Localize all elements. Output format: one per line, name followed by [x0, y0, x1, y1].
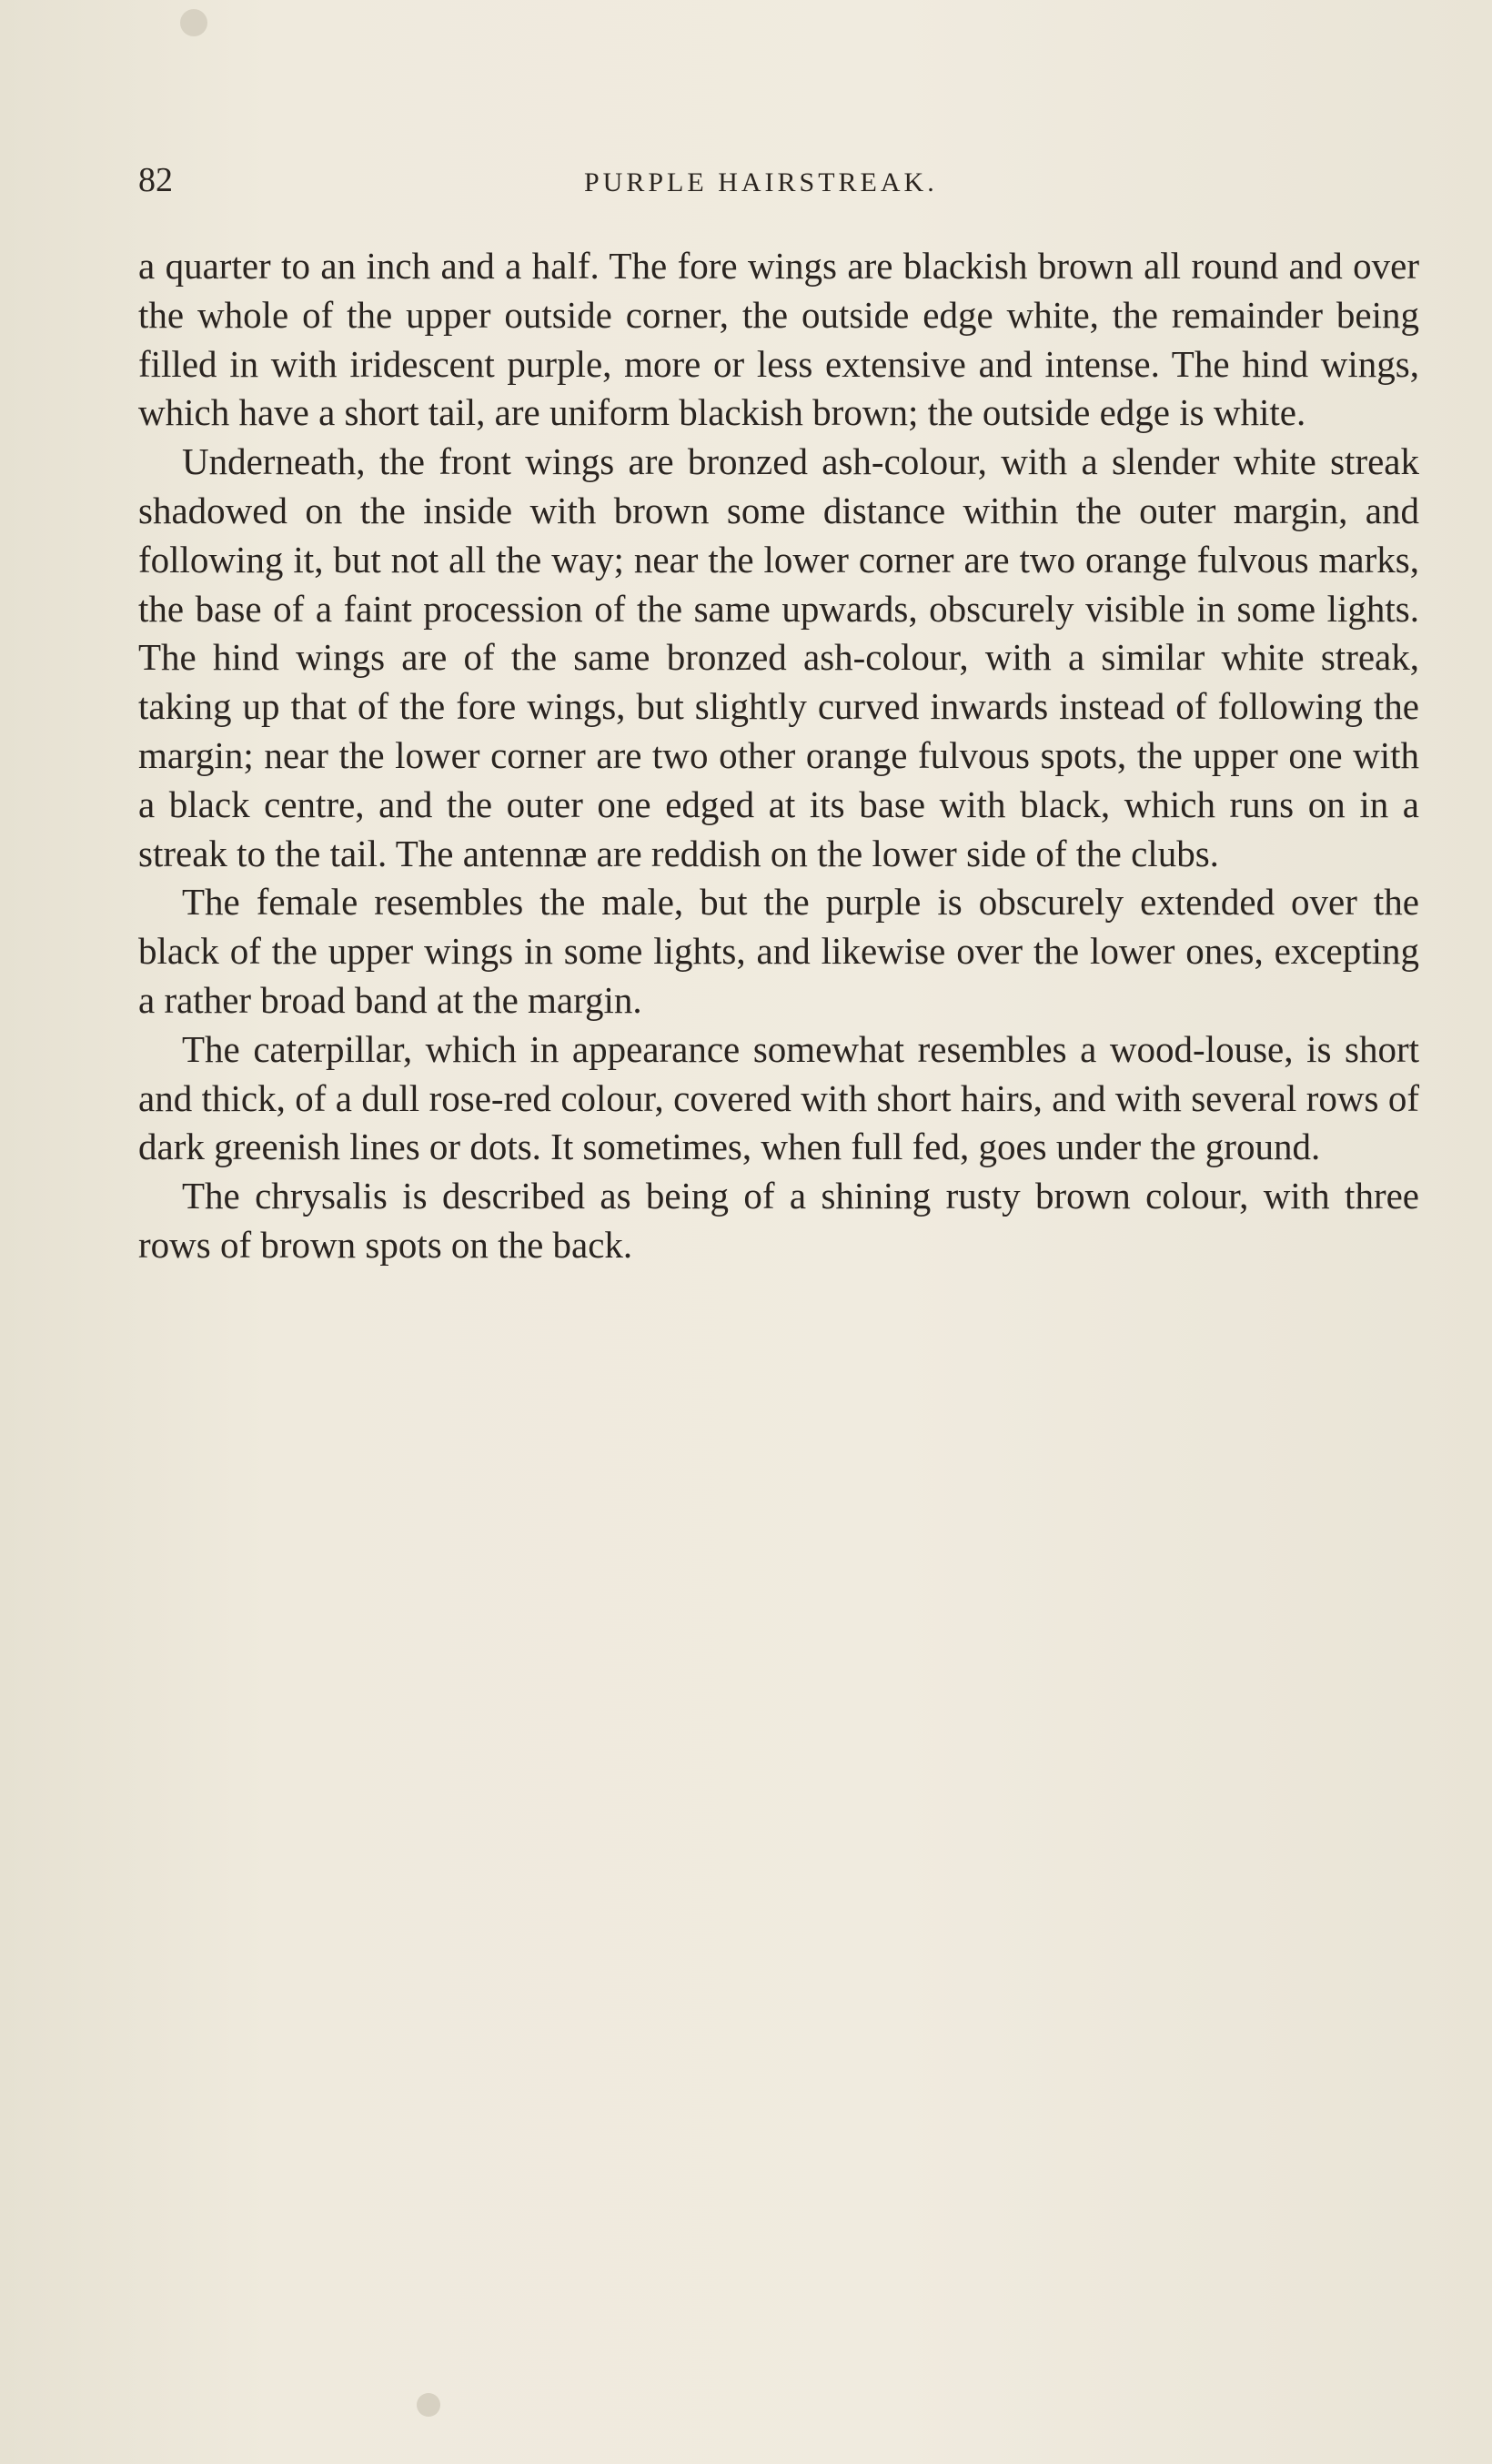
paragraph: The chrysalis is described as being of a shining rusty brown colour, with three rows of brown spots on the back. [138, 1175, 1419, 1266]
paragraph: Underneath, the front wings are bronzed ash-colour, with a slender white streak shadowed on the inside with brown some distance within the outer margin, and following it, but not all the way; near the lower corner are two orange fulvous marks, the base of a faint procession of the same upwards, obscurely visible in some lights. The hind wings are of the same bronzed ash-colour, with a similar white streak, taking up that of the fore wings, but slightly curved inwards instead of following the margin; near the lower corner are two other orange fulvous spots, the upper one with a black centre, and the outer one edged at its base with black, which runs on in a streak to the tail. The antennæ are reddish on the lower side of the clubs. [138, 440, 1419, 874]
running-head [138, 160, 1419, 206]
page-number: 82 [138, 161, 173, 199]
running-title: PURPLE HAIRSTREAK. [584, 167, 938, 197]
paragraph: a quarter to an inch and a half. The fore wings are blackish brown all round and over the whole of the upper outside corner, the outside edge white, the remainder being filled in with iridescent purple, more or less extensive and intense. The hind wings, which have a short tail, are uniform blackish brown; the outside edge is white. [138, 245, 1419, 434]
paragraph: The caterpillar, which in appearance somewhat resembles a wood-louse, is short and thick, of a dull rose-red colour, covered with short hairs, and with several rows of dark greenish lines or dots. It sometimes, when full fed, goes under the ground. [138, 1027, 1419, 1168]
body-text [138, 242, 1419, 1270]
paragraph: The female resembles the male, but the purple is obscurely extended over the black of the upper wings in some lights, and likewise over the lower ones, excepting a rather broad band at the margin. [138, 881, 1419, 1021]
paper-blemish [417, 2393, 440, 2417]
show-through-text [109, 1419, 1437, 1467]
paper-blemish [180, 9, 207, 36]
